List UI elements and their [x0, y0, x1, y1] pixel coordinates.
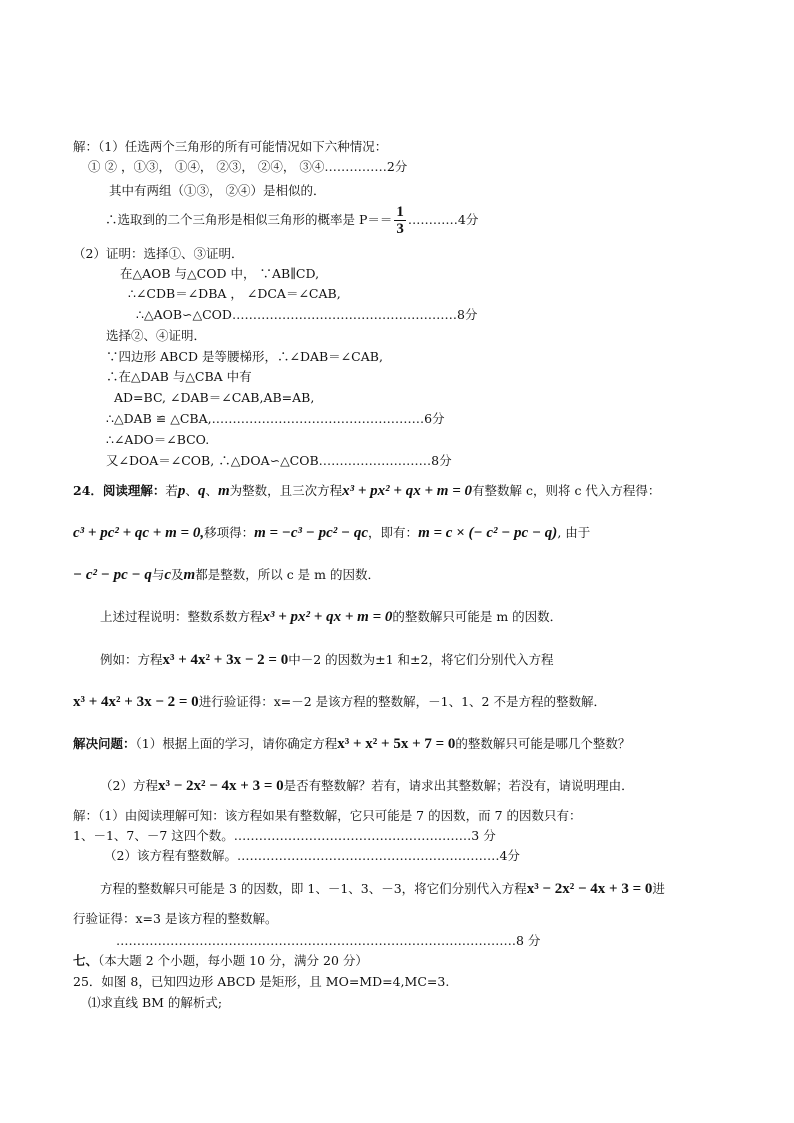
math-equation: m = −c³ − pc² − qc [254, 525, 369, 541]
solution-line: ∴△AOB∽△COD………………………………………………8分 [136, 307, 478, 322]
problem-24-question-1 [73, 735, 630, 753]
text: 移项得： [204, 525, 255, 540]
text: 若 [165, 483, 178, 498]
math-var: c [164, 567, 172, 583]
solution-line [100, 880, 665, 898]
text: 、 [185, 483, 198, 498]
text: 、 [205, 483, 218, 498]
math-var: m [183, 567, 196, 583]
problem-24-line [73, 524, 590, 542]
text: 上述过程说明：整数系数方程 [100, 609, 263, 624]
solution-line: 在△AOB 与△COD 中， ∵AB∥CD, [120, 266, 320, 281]
section-heading [73, 952, 368, 970]
math-equation: x³ − 2x² − 4x + 3 = 0 [526, 881, 653, 897]
math-equation: x³ + px² + qx + m = 0 [262, 609, 393, 625]
math-equation: x³ − 2x² − 4x + 3 = 0 [157, 778, 284, 794]
math-equation: x³ + 4x² + 3x − 2 = 0 [73, 694, 199, 710]
solution-line: ∴在△DAB 与△CBA 中有 [106, 369, 252, 384]
problem-24-line [100, 651, 553, 669]
text: 有整数解 c，则将 c 代入方程得： [472, 483, 661, 498]
math-equation: m = c × (− c² − pc − q) [418, 525, 558, 541]
text: 例如：方程 [100, 652, 163, 667]
fraction-numerator: 1 [396, 204, 404, 220]
text: 与 [151, 567, 165, 582]
problem-heading: 解决问题： [73, 736, 136, 751]
solution-line: 选择②、④证明． [106, 328, 207, 343]
text: 为整数，且三次方程 [229, 483, 343, 498]
solution-line: 又∠DOA＝∠COB, ∴△DOA∽△COB………………………8分 [106, 453, 452, 468]
solution-line: ∵四边形 ABCD 是等腰梯形，∴∠DAB＝∠CAB, [106, 349, 383, 364]
solution-line [105, 203, 478, 237]
math-equation: x³ + 4x² + 3x − 2 = 0 [162, 652, 289, 668]
text: （2）方程 [100, 778, 158, 793]
math-var: p [177, 483, 186, 499]
solution-line: ① ② ，①③， ①④， ②③， ②④， ③④……………2分 [88, 159, 408, 174]
solution-line: ∴△DAB ≌ △CBA,……………………………………………6分 [106, 411, 445, 426]
solution-line: （2）该方程有整数解。………………………………………………………4分 [104, 848, 520, 863]
math-var: q [197, 483, 206, 499]
text: 及 [171, 567, 184, 582]
text: 方程的整数解只可能是 3 的因数，即 1、－1、3、－3，将它们分别代入方程 [100, 881, 527, 896]
math-equation: c³ + pc² + qc + m = 0, [73, 525, 205, 541]
solution-line: （2）证明：选择①、③证明． [73, 246, 244, 261]
solution-line: ∴∠CDB＝∠DBA ， ∠DCA＝∠CAB, [128, 286, 341, 301]
text: （1）根据上面的学习，请你确定方程 [135, 736, 338, 751]
math-equation: x³ + px² + qx + m = 0 [342, 483, 472, 499]
solution-line: ……………………………………………………………………………………8 分 [116, 933, 541, 948]
problem-25-line: ⑴求直线 BM 的解析式; [88, 995, 223, 1010]
problem-24-line [73, 693, 606, 711]
section-number: 七、 [73, 953, 99, 968]
math-expression: − c² − pc − q [73, 567, 152, 583]
solution-line: 1、－1、7、－7 这四个数。…………………………………………………3 分 [73, 828, 496, 843]
math-var: m [217, 483, 230, 499]
text: 是否有整数解？若有，请求出其整数解；若没有，请说明理由． [283, 778, 634, 793]
math-equation: x³ + x² + 5x + 7 = 0 [337, 736, 456, 752]
solution-line: AD=BC, ∠DAB＝∠CAB,AB=AB, [114, 390, 315, 405]
text: 进行验证得：x=－2 是该方程的整数解，－1、1、2 不是方程的整数解． [198, 694, 606, 709]
text: ∴选取到的二个三角形是相似三角形的概率是 P＝＝ [105, 212, 393, 227]
text: 都是整数，所以 c 是 m 的因数． [195, 567, 380, 582]
text: ，即有： [368, 525, 419, 540]
solution-line: 其中有两组（①③， ②④）是相似的． [109, 183, 326, 198]
problem-24-question-2 [100, 777, 634, 795]
solution-line: ∴∠ADO＝∠BCO. [106, 432, 210, 447]
text: 进 [652, 881, 665, 896]
fraction-denominator: 3 [396, 221, 404, 237]
problem-24-line [73, 566, 380, 584]
text: 中－2 的因数为±1 和±2，将它们分别代入方程 [288, 652, 554, 667]
solution-line: 行验证得：x=3 是该方程的整数解。 [73, 911, 278, 926]
problem-24-line [100, 608, 562, 626]
fraction [394, 204, 406, 237]
problem-25-line: 25．如图 8，已知四边形 ABCD 是矩形，且 MO=MD=4,MC=3. [73, 974, 450, 989]
problem-24-intro [73, 482, 660, 500]
solution-line: 解：（1）由阅读理解可知：该方程如果有整数解，它只可能是 7 的因数，而 7 的因数只有： [73, 808, 582, 823]
text: …………4分 [407, 212, 479, 227]
text: , 由于 [557, 525, 591, 540]
text: 的整数解只可能是哪几个整数？ [455, 736, 631, 751]
text: （本大题 2 个小题，每小题 10 分，满分 20 分） [98, 953, 368, 968]
problem-heading: 24．阅读理解： [73, 483, 166, 498]
text: 的整数解只可能是 m 的因数． [392, 609, 563, 624]
solution-line: 解：（1）任选两个三角形的所有可能情况如下六种情况： [73, 139, 388, 154]
